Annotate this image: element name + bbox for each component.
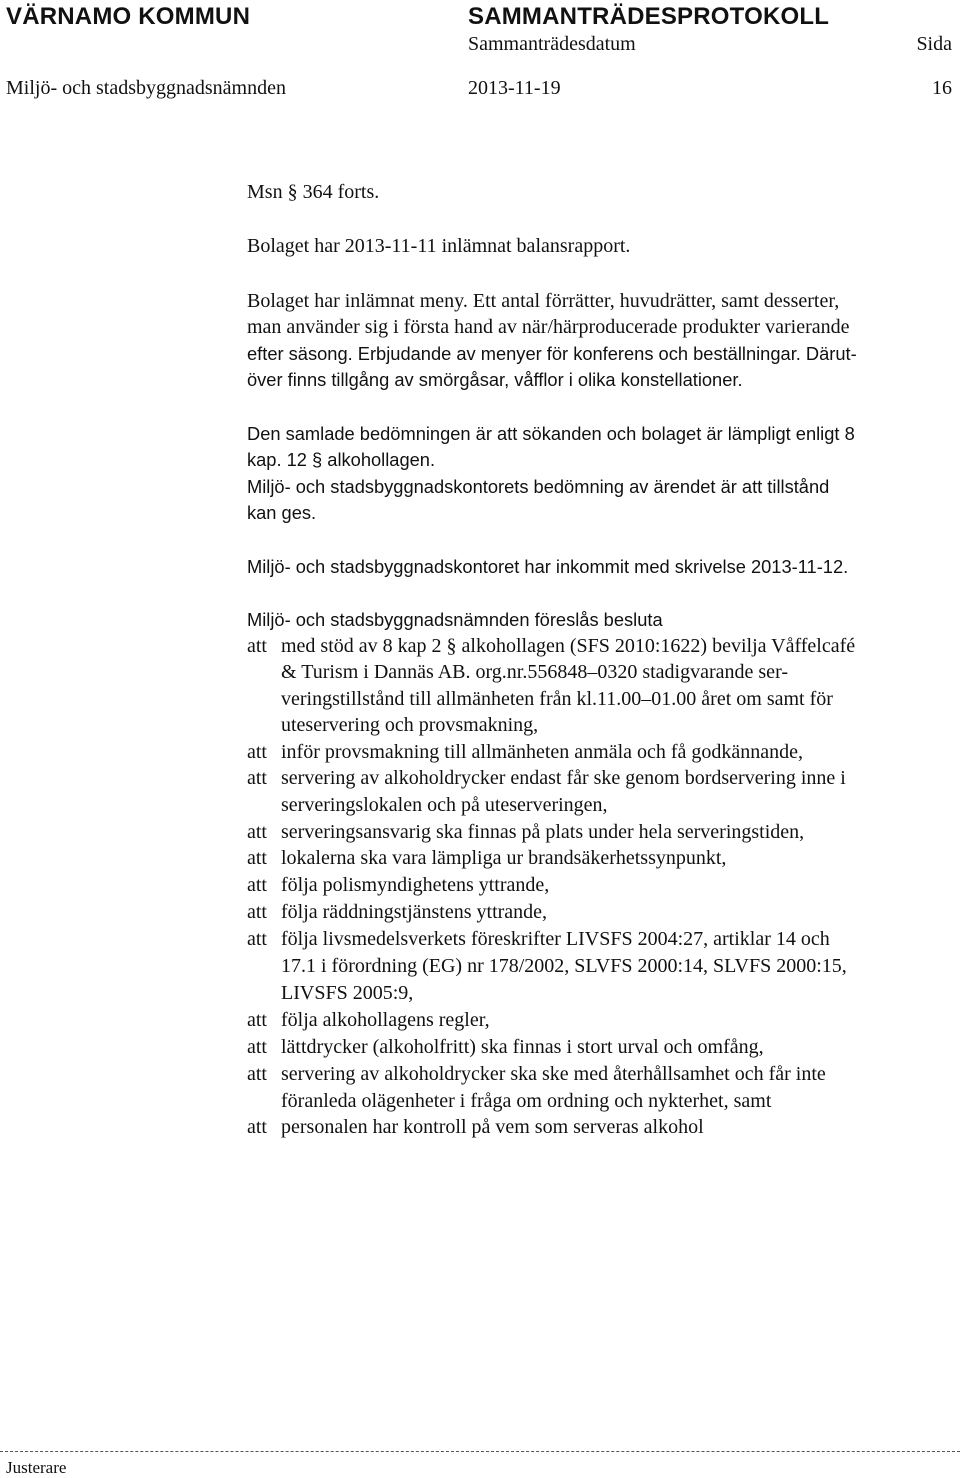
assessment-text-line: kan ges. xyxy=(247,502,317,523)
decision-line: lättdrycker (alkoholfritt) ska finnas i stort urval och omfång, xyxy=(281,1036,764,1058)
att-marker: att xyxy=(247,928,267,950)
decision-line: följa räddningstjänstens yttrande, xyxy=(281,901,548,923)
decision-line: följa livsmedelsverkets föreskrifter LIVSFS 2004:27, artiklar 14 och xyxy=(281,928,830,950)
att-marker: att xyxy=(247,1036,267,1058)
att-marker: att xyxy=(247,901,267,923)
date-label: Sammanträdesdatum xyxy=(468,33,636,55)
att-marker: att xyxy=(247,1063,267,1085)
committee-name: Miljö- och stadsbyggnadsnämnden xyxy=(6,77,286,99)
decision-line: lokalerna ska vara lämpliga ur brandsäkerhetssynpunkt, xyxy=(281,847,727,869)
decision-line: följa alkohollagens regler, xyxy=(281,1009,490,1031)
decision-line: föranleda olägenheter i fråga om ordning och nykterhet, samt xyxy=(281,1090,772,1112)
decision-line: & Turism i Dannäs AB. org.nr.556848–0320 stadigvarande ser- xyxy=(281,661,788,683)
organization-name: VÄRNAMO KOMMUN xyxy=(6,3,251,30)
decision-line: servering av alkoholdrycker ska ske med återhållsamhet och får inte xyxy=(281,1063,826,1085)
assessment-text-line: Den samlade bedömningen är att sökanden och bolaget är lämpligt enligt 8 xyxy=(247,423,855,444)
att-marker: att xyxy=(247,874,267,896)
att-marker: att xyxy=(247,1116,267,1138)
att-marker: att xyxy=(247,847,267,869)
signature-label: Justerare xyxy=(6,1458,67,1477)
decision-line: 17.1 i förordning (EG) nr 178/2002, SLVFS 2000:14, SLVFS 2000:15, xyxy=(281,955,847,977)
decision-line: servering av alkoholdrycker endast får ske genom bordservering inne i xyxy=(281,767,846,789)
att-marker: att xyxy=(247,635,267,657)
decision-line: inför provsmakning till allmänheten anmäla och få godkännande, xyxy=(281,741,804,763)
decision-line: serveringsansvarig ska finnas på plats under hela serveringstiden, xyxy=(281,821,805,843)
menu-text-line: man använder sig i första hand av när/härproducerade produkter varierande xyxy=(247,316,850,338)
footer-divider xyxy=(0,1451,960,1452)
meeting-date: 2013-11-19 xyxy=(468,77,561,99)
menu-text-line: Bolaget har inlämnat meny. Ett antal förrätter, huvudrätter, samt desserter, xyxy=(247,290,840,312)
decision-line: uteservering och provsmakning, xyxy=(281,714,539,736)
page-number: 16 xyxy=(932,77,952,99)
section-reference: Msn § 364 forts. xyxy=(247,181,380,203)
decision-line: följa polismyndighetens yttrande, xyxy=(281,874,550,896)
document-type: SAMMANTRÄDESPROTOKOLL xyxy=(468,3,830,30)
decision-line: veringstillstånd till allmänheten från kl.11.00–01.00 året om samt för xyxy=(281,688,833,710)
att-marker: att xyxy=(247,767,267,789)
att-marker: att xyxy=(247,1009,267,1031)
decision-line: personalen har kontroll på vem som serveras alkohol xyxy=(281,1116,704,1138)
att-marker: att xyxy=(247,741,267,763)
menu-text-line: efter säsong. Erbjudande av menyer för konferens och beställningar. Därut- xyxy=(247,343,857,364)
decision-line: med stöd av 8 kap 2 § alkohollagen (SFS 2010:1622) bevilja Våffelcafé xyxy=(281,635,856,657)
assessment-text-line: Miljö- och stadsbyggnadskontorets bedömning av ärendet är att tillstånd xyxy=(247,476,830,497)
assessment-text-line: kap. 12 § alkohollagen. xyxy=(247,449,436,470)
decision-line: serveringslokalen och på uteserveringen, xyxy=(281,794,608,816)
decision-line: LIVSFS 2005:9, xyxy=(281,982,414,1004)
balance-report-text: Bolaget har 2013-11-11 inlämnat balansrapport. xyxy=(247,235,631,257)
menu-text-line: över finns tillgång av smörgåsar, våfflor i olika konstellationer. xyxy=(247,369,743,390)
page-label: Sida xyxy=(916,33,952,55)
att-marker: att xyxy=(247,821,267,843)
letter-received-text: Miljö- och stadsbyggnadskontoret har inkommit med skrivelse 2013-11-12. xyxy=(247,556,849,577)
proposal-intro: Miljö- och stadsbyggnadsnämnden föreslås besluta xyxy=(247,609,663,630)
